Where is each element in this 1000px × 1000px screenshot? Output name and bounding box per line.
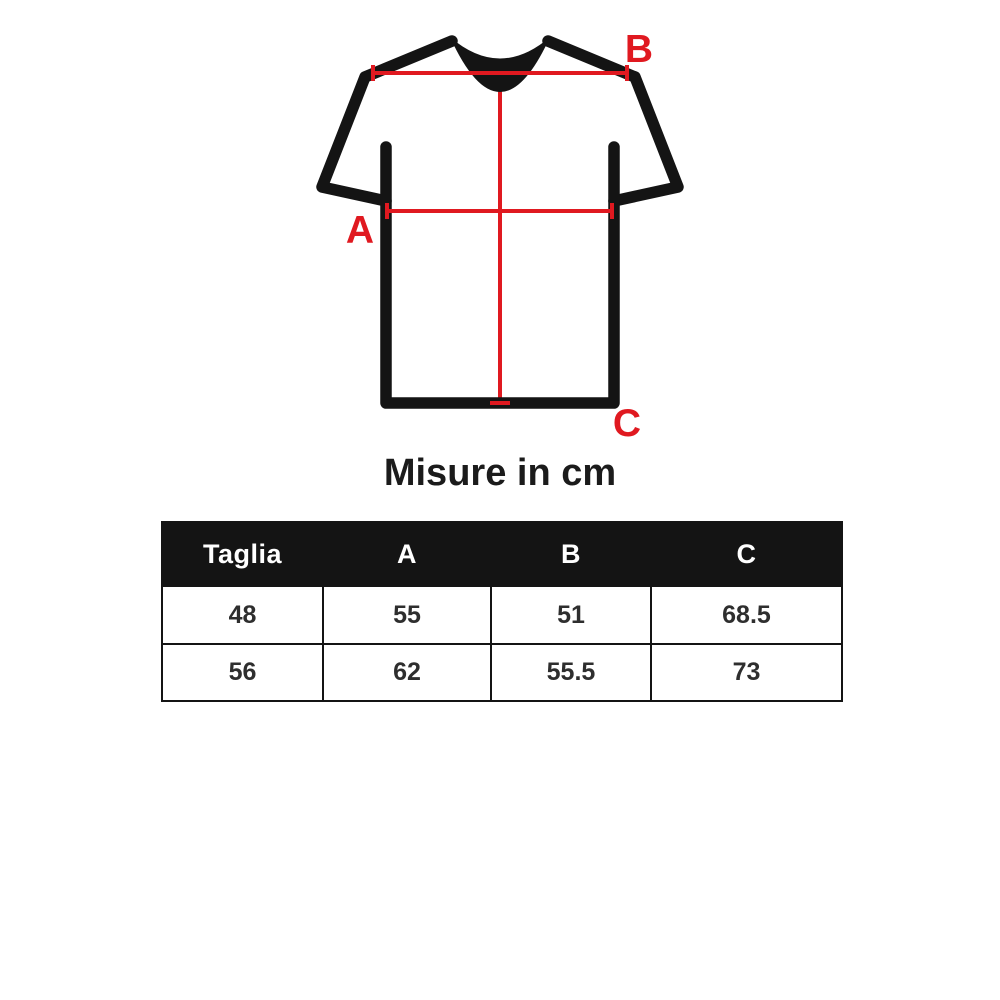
measure-label-b: B bbox=[624, 28, 654, 71]
size-row-48 bbox=[162, 586, 842, 644]
size-table-header-row bbox=[162, 522, 842, 586]
cell-a: 62 bbox=[323, 644, 491, 701]
tshirt-collar bbox=[450, 37, 550, 92]
page-title: Misure in cm bbox=[383, 452, 617, 494]
measure-label-c: C bbox=[612, 402, 642, 445]
size-row-56 bbox=[162, 644, 842, 701]
size-table bbox=[161, 521, 843, 702]
header-a: A bbox=[323, 522, 491, 586]
header-taglia: Taglia bbox=[162, 522, 323, 586]
cell-b: 51 bbox=[491, 586, 651, 644]
header-b: B bbox=[491, 522, 651, 586]
cell-c: 73 bbox=[651, 644, 842, 701]
cell-size: 56 bbox=[162, 644, 323, 701]
tshirt-measurement-diagram bbox=[0, 0, 1000, 450]
cell-b: 55.5 bbox=[491, 644, 651, 701]
cell-c: 68.5 bbox=[651, 586, 842, 644]
header-c: C bbox=[651, 522, 842, 586]
cell-size: 48 bbox=[162, 586, 323, 644]
measure-label-a: A bbox=[345, 209, 375, 252]
cell-a: 55 bbox=[323, 586, 491, 644]
